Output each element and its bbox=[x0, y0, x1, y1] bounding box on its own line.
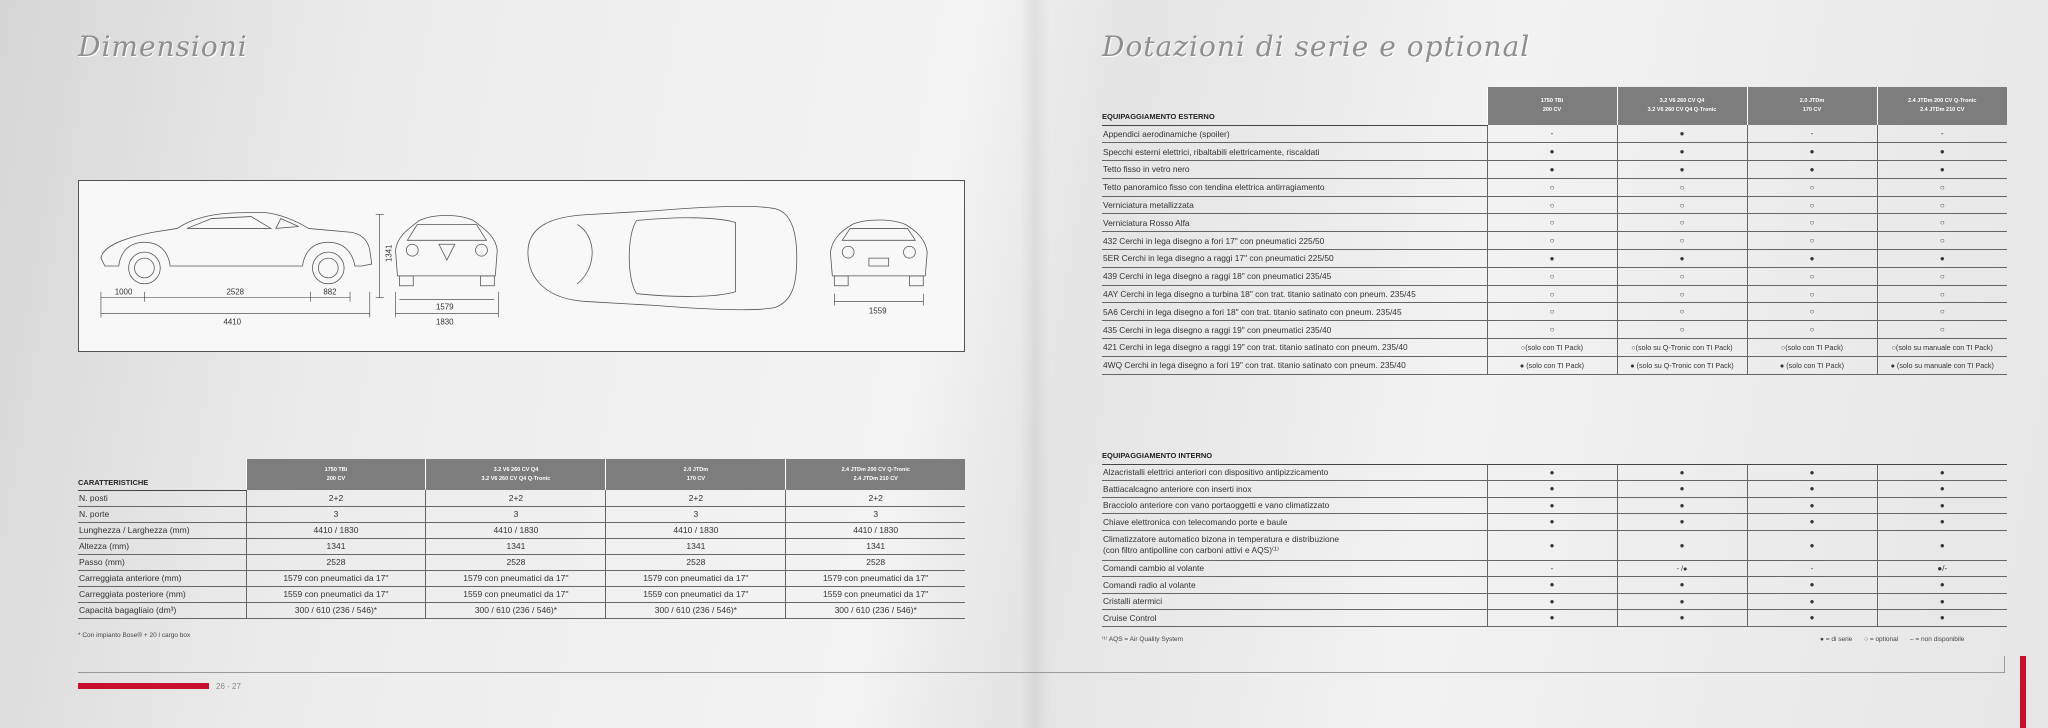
spec-col-2: 3.2 V6 260 CV Q4 3.2 V6 260 CV Q4 Q-Tronic bbox=[426, 459, 606, 490]
row-value: ● bbox=[1747, 143, 1877, 161]
row-value: ● bbox=[1617, 610, 1747, 627]
table-row bbox=[1102, 577, 2007, 594]
row-value: ● (solo su manuale con TI Pack) bbox=[1877, 356, 2007, 374]
row-value: 2528 bbox=[786, 554, 965, 570]
row-value: ● bbox=[1877, 250, 2007, 268]
dim-rear-overhang: 882 bbox=[323, 287, 337, 297]
row-label bbox=[1102, 530, 1487, 560]
row-label bbox=[1102, 285, 1487, 303]
table-row bbox=[1102, 560, 2007, 577]
row-label-text: Passo (mm) bbox=[79, 557, 125, 567]
row-value: ● bbox=[1487, 593, 1617, 610]
row-value: - bbox=[1747, 125, 1877, 143]
row-value: ○ bbox=[1877, 321, 2007, 339]
row-value: ● bbox=[1487, 161, 1617, 179]
row-value: ● bbox=[1747, 250, 1877, 268]
row-label-text: Chiave elettronica con telecomando porte e baule bbox=[1103, 516, 1288, 527]
row-value: ● bbox=[1487, 497, 1617, 514]
row-label bbox=[78, 490, 246, 506]
table-row bbox=[1102, 593, 2007, 610]
row-label bbox=[1102, 481, 1487, 498]
row-value: ○ bbox=[1747, 232, 1877, 250]
row-value: ○ bbox=[1747, 214, 1877, 232]
row-value: ○ bbox=[1487, 214, 1617, 232]
row-value: ● bbox=[1747, 161, 1877, 179]
row-value: - /● bbox=[1617, 560, 1747, 577]
row-value: ○ bbox=[1747, 285, 1877, 303]
row-label-text: 421 Cerchi in lega disegno a raggi 19" con trat. titanio satinato con pneum. 235/40 bbox=[1103, 342, 1408, 353]
row-value: 2+2 bbox=[426, 490, 606, 506]
row-value: ● (solo con TI Pack) bbox=[1487, 356, 1617, 374]
row-value: 4410 / 1830 bbox=[786, 522, 965, 538]
row-label-text: Specchi esterni elettrici, ribaltabili elettricamente, riscaldati bbox=[1103, 146, 1320, 157]
row-label-text: 432 Cerchi in lega disegno a fori 17" con pneumatici 225/50 bbox=[1103, 235, 1325, 246]
row-label-text: 5ER Cerchi in lega disegno a raggi 17" con pneumatici 225/50 bbox=[1103, 253, 1334, 264]
dim-wheelbase: 2528 bbox=[226, 287, 245, 297]
row-value: 2528 bbox=[246, 554, 426, 570]
dim-length: 4410 bbox=[223, 317, 242, 327]
row-value: ● bbox=[1877, 143, 2007, 161]
row-value: ○ bbox=[1747, 267, 1877, 285]
table-row bbox=[1102, 339, 2007, 357]
row-label-text: Verniciatura Rosso Alfa bbox=[1103, 217, 1190, 228]
row-value: 3 bbox=[786, 506, 965, 522]
row-value: ● bbox=[1487, 464, 1617, 481]
row-value: ● bbox=[1487, 481, 1617, 498]
car-blueprint-svg bbox=[79, 181, 964, 351]
row-label bbox=[78, 506, 246, 522]
table-row bbox=[78, 490, 965, 506]
row-label-text: Battiacalcagno anteriore con inserti inox bbox=[1103, 483, 1252, 494]
table-row bbox=[1102, 464, 2007, 481]
row-value: ● bbox=[1877, 577, 2007, 594]
row-value: ● bbox=[1487, 514, 1617, 531]
row-value: 1579 con pneumatici da 17'' bbox=[426, 570, 606, 586]
row-value: ● bbox=[1747, 514, 1877, 531]
dim-width: 1830 bbox=[436, 317, 454, 327]
row-value: ● bbox=[1747, 464, 1877, 481]
row-value: ● bbox=[1747, 610, 1877, 627]
row-value: ● bbox=[1487, 250, 1617, 268]
table-row bbox=[1102, 497, 2007, 514]
row-label bbox=[78, 570, 246, 586]
row-value: 4410 / 1830 bbox=[246, 522, 426, 538]
row-value: 1559 con pneumatici da 17'' bbox=[606, 586, 786, 602]
table-row bbox=[1102, 321, 2007, 339]
row-value: ● bbox=[1617, 514, 1747, 531]
row-label bbox=[1102, 161, 1487, 179]
table-row bbox=[1102, 481, 2007, 498]
row-value: ○(solo su manuale con TI Pack) bbox=[1877, 339, 2007, 357]
row-value: ○ bbox=[1487, 267, 1617, 285]
row-value: ● bbox=[1747, 593, 1877, 610]
table-row bbox=[1102, 214, 2007, 232]
table-row bbox=[78, 506, 965, 522]
row-label-text: Cruise Control bbox=[1103, 612, 1157, 623]
row-label bbox=[1102, 593, 1487, 610]
row-value: ● bbox=[1877, 610, 2007, 627]
table-row bbox=[78, 570, 965, 586]
row-value: ○ bbox=[1877, 196, 2007, 214]
row-label-text-2: (con filtro antipolline con carboni attivi e AQS)⁽¹⁾ bbox=[1103, 545, 1279, 555]
row-value: ● bbox=[1877, 464, 2007, 481]
row-value: 1341 bbox=[246, 538, 426, 554]
table-row bbox=[1102, 232, 2007, 250]
row-value: ● bbox=[1747, 481, 1877, 498]
interior-equipment-table bbox=[1102, 442, 2007, 627]
row-label-text: N. porte bbox=[79, 509, 110, 519]
row-value: ○ bbox=[1617, 196, 1747, 214]
row-value: ● bbox=[1617, 530, 1747, 560]
row-label-text: Carreggiata posteriore (mm) bbox=[79, 589, 186, 599]
row-value: ○ bbox=[1487, 232, 1617, 250]
row-label-text: Tetto fisso in vetro nero bbox=[1103, 164, 1190, 175]
row-label-text: Bracciolo anteriore con vano portaoggetti e vano climatizzato bbox=[1103, 500, 1330, 511]
row-label-text: 4AY Cerchi in lega disegno a turbina 18" con trat. titanio satinato con pneum. 235/45 bbox=[1103, 289, 1416, 300]
table-row bbox=[1102, 178, 2007, 196]
table-row bbox=[78, 586, 965, 602]
row-value: 300 / 610 (236 / 546)* bbox=[426, 602, 606, 618]
row-value: ● (solo con TI Pack) bbox=[1747, 356, 1877, 374]
row-value: ○ bbox=[1487, 196, 1617, 214]
accent-bar-right bbox=[2020, 656, 2026, 728]
row-label bbox=[78, 554, 246, 570]
row-value: 1579 con pneumatici da 17'' bbox=[606, 570, 786, 586]
row-label bbox=[1102, 143, 1487, 161]
row-value: ●/- bbox=[1877, 560, 2007, 577]
row-label bbox=[1102, 339, 1487, 357]
row-label bbox=[1102, 464, 1487, 481]
row-label bbox=[78, 522, 246, 538]
row-value: ● bbox=[1877, 514, 2007, 531]
table-row bbox=[1102, 285, 2007, 303]
row-value: ○ bbox=[1877, 267, 2007, 285]
row-value: 2528 bbox=[426, 554, 606, 570]
row-label bbox=[1102, 497, 1487, 514]
table-row bbox=[1102, 267, 2007, 285]
table-row bbox=[1102, 125, 2007, 143]
row-value: 1559 con pneumatici da 17'' bbox=[246, 586, 426, 602]
row-value: - bbox=[1487, 125, 1617, 143]
row-value: 2+2 bbox=[786, 490, 965, 506]
table-row bbox=[1102, 250, 2007, 268]
dimensions-title: Dimensioni bbox=[78, 30, 248, 63]
row-label-text: Cristalli atermici bbox=[1103, 596, 1163, 607]
spec-col-4: 2.4 JTDm 200 CV Q-Tronic 2.4 JTDm 210 CV bbox=[786, 459, 965, 490]
row-label-text: 4WQ Cerchi in lega disegno a fori 19" con trat. titanio satinato con pneum. 235/40 bbox=[1103, 360, 1406, 371]
row-value: ● bbox=[1487, 610, 1617, 627]
spec-col-3: 2.0 JTDm 170 CV bbox=[606, 459, 786, 490]
row-value: ○ bbox=[1877, 232, 2007, 250]
row-label bbox=[1102, 560, 1487, 577]
row-value: - bbox=[1487, 560, 1617, 577]
row-value: ● bbox=[1617, 481, 1747, 498]
row-value: 3 bbox=[426, 506, 606, 522]
row-label-text: Carreggiata anteriore (mm) bbox=[79, 573, 182, 583]
legend-unavailable: – = non disponibile bbox=[1910, 636, 1965, 643]
spec-col-1: 1750 TBi 200 CV bbox=[246, 459, 426, 490]
dim-rear-track: 1559 bbox=[868, 306, 887, 316]
symbol-legend bbox=[1810, 636, 1964, 643]
specs-footnote: * Con impianto Bose® + 20 l cargo box bbox=[78, 632, 191, 639]
row-label bbox=[1102, 178, 1487, 196]
row-value: ● bbox=[1617, 250, 1747, 268]
row-value: ○(solo con TI Pack) bbox=[1747, 339, 1877, 357]
page-number: 26 - 27 bbox=[216, 682, 241, 691]
row-value: ● bbox=[1877, 497, 2007, 514]
bottom-rule bbox=[78, 672, 2004, 673]
row-label-text: Comandi cambio al volante bbox=[1103, 563, 1205, 574]
row-value: 2528 bbox=[606, 554, 786, 570]
exterior-header: EQUIPAGGIAMENTO ESTERNO bbox=[1102, 87, 1487, 125]
row-label bbox=[78, 586, 246, 602]
row-value: 300 / 610 (236 / 546)* bbox=[786, 602, 965, 618]
row-label-text: Climatizzatore automatico bizona in temperatura e distribuzione bbox=[1103, 534, 1340, 544]
row-value: ● bbox=[1617, 497, 1747, 514]
dim-front-track: 1579 bbox=[436, 302, 454, 312]
row-value: ○ bbox=[1747, 321, 1877, 339]
car-dimensions-drawing bbox=[78, 180, 965, 352]
eq-col-3: 2.0 JTDm 170 CV bbox=[1747, 87, 1877, 125]
row-value: 1559 con pneumatici da 17'' bbox=[786, 586, 965, 602]
row-value: 300 / 610 (236 / 546)* bbox=[246, 602, 426, 618]
row-value: 300 / 610 (236 / 546)* bbox=[606, 602, 786, 618]
row-value: ○ bbox=[1617, 178, 1747, 196]
row-label bbox=[78, 538, 246, 554]
row-label bbox=[1102, 577, 1487, 594]
row-value: - bbox=[1877, 125, 2007, 143]
row-value: 4410 / 1830 bbox=[426, 522, 606, 538]
row-label bbox=[1102, 321, 1487, 339]
row-value: ○ bbox=[1487, 285, 1617, 303]
row-value: ○ bbox=[1617, 214, 1747, 232]
row-label bbox=[1102, 250, 1487, 268]
row-label bbox=[1102, 196, 1487, 214]
row-value: ○ bbox=[1617, 232, 1747, 250]
row-value: ○ bbox=[1877, 285, 2007, 303]
row-value: ● bbox=[1487, 530, 1617, 560]
row-value: 3 bbox=[246, 506, 426, 522]
row-label bbox=[1102, 303, 1487, 321]
row-label-text: N. posti bbox=[79, 493, 108, 503]
row-label-text: 439 Cerchi in lega disegno a raggi 18" con pneumatici 235/45 bbox=[1103, 271, 1332, 282]
row-value: ○(solo con TI Pack) bbox=[1487, 339, 1617, 357]
row-value: ○ bbox=[1877, 303, 2007, 321]
table-row bbox=[1102, 530, 2007, 560]
row-value: ● bbox=[1747, 497, 1877, 514]
row-value: ● bbox=[1747, 577, 1877, 594]
eq-col-4: 2.4 JTDm 200 CV Q-Tronic 2.4 JTDm 210 CV bbox=[1877, 87, 2007, 125]
accent-bar-left bbox=[78, 683, 209, 689]
row-value: ○ bbox=[1747, 178, 1877, 196]
dim-height: 1341 bbox=[384, 244, 394, 263]
row-label bbox=[1102, 610, 1487, 627]
table-row bbox=[1102, 610, 2007, 627]
row-label-text: Appendici aerodinamiche (spoiler) bbox=[1103, 128, 1230, 139]
table-row bbox=[78, 554, 965, 570]
row-value: ● bbox=[1617, 161, 1747, 179]
row-value: ● bbox=[1747, 530, 1877, 560]
page-spine bbox=[1020, 0, 1050, 728]
row-value: ○ bbox=[1617, 267, 1747, 285]
row-label bbox=[1102, 514, 1487, 531]
row-value: ● bbox=[1877, 530, 2007, 560]
row-label-text: Tetto panoramico fisso con tendina elettrica antirragiamento bbox=[1103, 182, 1325, 193]
table-row bbox=[1102, 196, 2007, 214]
interior-footnote: ⁽¹⁾ AQS = Air Quality System bbox=[1102, 636, 1184, 643]
row-label-text: 435 Cerchi in lega disegno a raggi 19" con pneumatici 235/40 bbox=[1103, 324, 1332, 335]
row-value: 4410 / 1830 bbox=[606, 522, 786, 538]
row-value: - bbox=[1747, 560, 1877, 577]
row-label-text: 5A6 Cerchi in lega disegno a fori 18" con trat. titanio satinato con pneum. 235/45 bbox=[1103, 306, 1402, 317]
row-value: 1341 bbox=[426, 538, 606, 554]
table-row bbox=[1102, 514, 2007, 531]
row-value: ● bbox=[1877, 161, 2007, 179]
row-label bbox=[1102, 125, 1487, 143]
row-value: ○ bbox=[1487, 321, 1617, 339]
table-row bbox=[1102, 161, 2007, 179]
row-label bbox=[1102, 267, 1487, 285]
row-value: 1341 bbox=[606, 538, 786, 554]
top-view-car bbox=[528, 207, 797, 310]
eq-col-1: 1750 TBi 200 CV bbox=[1487, 87, 1617, 125]
row-value: 1579 con pneumatici da 17'' bbox=[246, 570, 426, 586]
row-value: ○ bbox=[1617, 321, 1747, 339]
row-value: ○ bbox=[1617, 285, 1747, 303]
row-value: ● bbox=[1877, 481, 2007, 498]
row-value: ● (solo su Q-Tronic con TI Pack) bbox=[1617, 356, 1747, 374]
dim-front-overhang: 1000 bbox=[114, 287, 133, 297]
row-value: ● bbox=[1617, 143, 1747, 161]
row-value: ○ bbox=[1487, 178, 1617, 196]
side-view-car bbox=[101, 213, 372, 266]
specs-table bbox=[78, 459, 965, 619]
interior-header: EQUIPAGGIAMENTO INTERNO bbox=[1102, 442, 1487, 464]
row-value: ○ bbox=[1747, 303, 1877, 321]
row-value: 3 bbox=[606, 506, 786, 522]
equipment-title: Dotazioni di serie e optional bbox=[1102, 30, 1531, 63]
row-value: ● bbox=[1617, 464, 1747, 481]
row-value: 1579 con pneumatici da 17'' bbox=[786, 570, 965, 586]
row-value: 1559 con pneumatici da 17'' bbox=[426, 586, 606, 602]
table-row bbox=[1102, 143, 2007, 161]
table-row bbox=[1102, 303, 2007, 321]
row-value: ● bbox=[1487, 577, 1617, 594]
row-label bbox=[78, 602, 246, 618]
row-value: ○(solo su Q-Tronic con TI Pack) bbox=[1617, 339, 1747, 357]
row-label-text: Altezza (mm) bbox=[79, 541, 130, 551]
row-value: 2+2 bbox=[606, 490, 786, 506]
row-value: ● bbox=[1877, 593, 2007, 610]
row-value: ● bbox=[1617, 577, 1747, 594]
row-value: ○ bbox=[1877, 178, 2007, 196]
table-row bbox=[78, 538, 965, 554]
row-value: ○ bbox=[1487, 303, 1617, 321]
table-row bbox=[1102, 356, 2007, 374]
specs-header: CARATTERISTICHE bbox=[78, 459, 246, 490]
row-label-text: Verniciatura metallizzata bbox=[1103, 200, 1194, 211]
legend-standard: ● = di serie bbox=[1820, 636, 1853, 643]
row-label-text: Lunghezza / Larghezza (mm) bbox=[79, 525, 190, 535]
row-value: ● bbox=[1617, 125, 1747, 143]
bottom-rule-tick bbox=[2004, 656, 2005, 673]
legend-optional: ○ = optional bbox=[1864, 636, 1899, 643]
row-value: ● bbox=[1487, 143, 1617, 161]
row-value: ○ bbox=[1877, 214, 2007, 232]
row-value: ○ bbox=[1617, 303, 1747, 321]
row-value: ● bbox=[1617, 593, 1747, 610]
row-label-text: Capacità bagagliaio (dm³) bbox=[79, 605, 177, 615]
eq-col-2: 3.2 V6 260 CV Q4 3.2 V6 260 CV Q4 Q-Tronic bbox=[1617, 87, 1747, 125]
row-label bbox=[1102, 232, 1487, 250]
row-value: 1341 bbox=[786, 538, 965, 554]
table-row bbox=[78, 602, 965, 618]
row-label-text: Comandi radio al volante bbox=[1103, 579, 1196, 590]
table-row bbox=[78, 522, 965, 538]
row-value: 2+2 bbox=[246, 490, 426, 506]
row-value: ○ bbox=[1747, 196, 1877, 214]
row-label bbox=[1102, 214, 1487, 232]
row-label-text: Alzacristalli elettrici anteriori con dispositivo antipizzicamento bbox=[1103, 467, 1329, 478]
exterior-equipment-table bbox=[1102, 87, 2007, 375]
row-label bbox=[1102, 356, 1487, 374]
